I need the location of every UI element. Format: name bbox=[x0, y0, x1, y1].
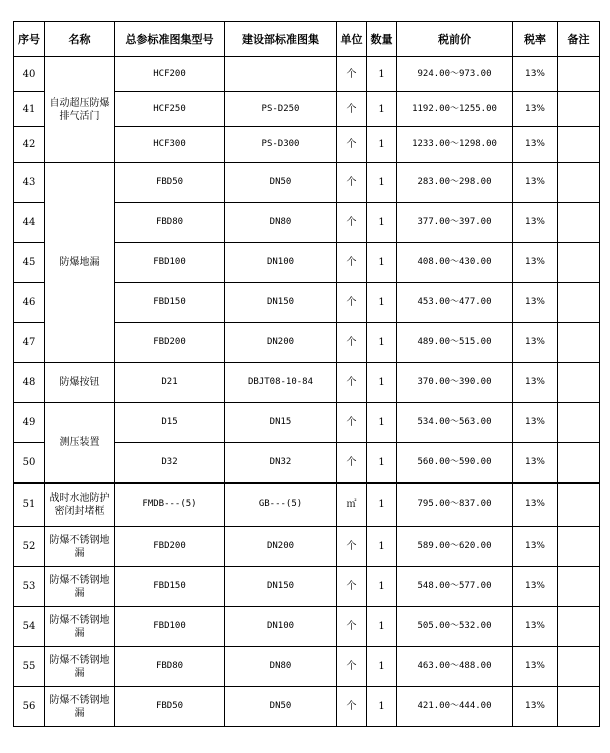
cell-qty: 1 bbox=[367, 163, 397, 203]
cell-name-group: 防爆地漏 bbox=[45, 163, 115, 363]
cell-std: DN100 bbox=[225, 607, 337, 647]
cell-note bbox=[558, 607, 600, 647]
cell-std: DN80 bbox=[225, 647, 337, 687]
cell-seq: 56 bbox=[14, 687, 45, 727]
table-row bbox=[14, 403, 600, 443]
cell-price: 463.00～488.00 bbox=[397, 647, 513, 687]
cell-seq: 52 bbox=[14, 527, 45, 567]
cell-note bbox=[558, 363, 600, 403]
cell-price: 534.00～563.00 bbox=[397, 403, 513, 443]
cell-tax: 13% bbox=[513, 57, 558, 92]
cell-std: DN50 bbox=[225, 687, 337, 727]
cell-unit: 个 bbox=[337, 323, 367, 363]
cell-model: FBD150 bbox=[115, 567, 225, 607]
cell-note bbox=[558, 57, 600, 92]
cell-tax: 13% bbox=[513, 92, 558, 127]
cell-price: 589.00～620.00 bbox=[397, 527, 513, 567]
cell-qty: 1 bbox=[367, 283, 397, 323]
cell-model: FBD50 bbox=[115, 687, 225, 727]
header-name: 名称 bbox=[45, 22, 115, 57]
cell-seq: 49 bbox=[14, 403, 45, 443]
cell-model: FBD150 bbox=[115, 283, 225, 323]
cell-seq: 47 bbox=[14, 323, 45, 363]
header-qty: 数量 bbox=[367, 22, 397, 57]
cell-unit: 个 bbox=[337, 567, 367, 607]
cell-price: 408.00～430.00 bbox=[397, 243, 513, 283]
cell-unit: 个 bbox=[337, 127, 367, 163]
cell-std: PS-D300 bbox=[225, 127, 337, 163]
cell-seq: 53 bbox=[14, 567, 45, 607]
cell-std: DN80 bbox=[225, 203, 337, 243]
cell-unit: 个 bbox=[337, 283, 367, 323]
table-row bbox=[14, 687, 600, 727]
header-row bbox=[14, 22, 600, 57]
cell-price: 370.00～390.00 bbox=[397, 363, 513, 403]
cell-tax: 13% bbox=[513, 687, 558, 727]
cell-tax: 13% bbox=[513, 323, 558, 363]
cell-seq: 40 bbox=[14, 57, 45, 92]
cell-unit: 个 bbox=[337, 363, 367, 403]
cell-seq: 42 bbox=[14, 127, 45, 163]
header-unit: 单位 bbox=[337, 22, 367, 57]
cell-price: 283.00～298.00 bbox=[397, 163, 513, 203]
header-seq: 序号 bbox=[14, 22, 45, 57]
cell-name-group: 测压装置 bbox=[45, 403, 115, 483]
cell-tax: 13% bbox=[513, 567, 558, 607]
cell-price: 421.00～444.00 bbox=[397, 687, 513, 727]
cell-tax: 13% bbox=[513, 647, 558, 687]
cell-name: 防爆不锈钢地漏 bbox=[45, 687, 115, 727]
cell-model: FBD100 bbox=[115, 243, 225, 283]
cell-price: 548.00～577.00 bbox=[397, 567, 513, 607]
cell-std: DN15 bbox=[225, 403, 337, 443]
cell-qty: 1 bbox=[367, 243, 397, 283]
cell-tax: 13% bbox=[513, 203, 558, 243]
cell-std: DN100 bbox=[225, 243, 337, 283]
cell-model: HCF200 bbox=[115, 57, 225, 92]
cell-seq: 43 bbox=[14, 163, 45, 203]
cell-std: DBJT08-10-84 bbox=[225, 363, 337, 403]
cell-name: 防爆不锈钢地漏 bbox=[45, 527, 115, 567]
cell-note bbox=[558, 283, 600, 323]
cell-std: DN150 bbox=[225, 283, 337, 323]
cell-unit: 个 bbox=[337, 687, 367, 727]
cell-seq: 41 bbox=[14, 92, 45, 127]
cell-model: HCF300 bbox=[115, 127, 225, 163]
cell-seq: 50 bbox=[14, 443, 45, 483]
cell-model: FBD100 bbox=[115, 607, 225, 647]
table-row bbox=[14, 483, 600, 527]
cell-unit: 个 bbox=[337, 443, 367, 483]
cell-seq: 44 bbox=[14, 203, 45, 243]
cell-qty: 1 bbox=[367, 323, 397, 363]
cell-note bbox=[558, 443, 600, 483]
header-std: 建设部标准图集 bbox=[225, 22, 337, 57]
cell-seq: 51 bbox=[14, 483, 45, 527]
cell-qty: 1 bbox=[367, 57, 397, 92]
cell-price: 1233.00～1298.00 bbox=[397, 127, 513, 163]
cell-model: FMDB---(5) bbox=[115, 483, 225, 527]
cell-tax: 13% bbox=[513, 243, 558, 283]
cell-seq: 54 bbox=[14, 607, 45, 647]
cell-unit: 个 bbox=[337, 647, 367, 687]
cell-unit: 个 bbox=[337, 57, 367, 92]
cell-unit: 个 bbox=[337, 243, 367, 283]
cell-price: 924.00～973.00 bbox=[397, 57, 513, 92]
cell-qty: 1 bbox=[367, 483, 397, 527]
cell-price: 489.00～515.00 bbox=[397, 323, 513, 363]
cell-name-group: 战时水池防护密闭封堵框 bbox=[45, 483, 115, 527]
price-table bbox=[13, 21, 600, 727]
cell-unit: ㎡ bbox=[337, 483, 367, 527]
cell-std: DN200 bbox=[225, 527, 337, 567]
cell-qty: 1 bbox=[367, 647, 397, 687]
header-note: 备注 bbox=[558, 22, 600, 57]
cell-std bbox=[225, 57, 337, 92]
cell-note bbox=[558, 92, 600, 127]
header-price: 税前价 bbox=[397, 22, 513, 57]
cell-model: FBD200 bbox=[115, 323, 225, 363]
cell-qty: 1 bbox=[367, 567, 397, 607]
cell-unit: 个 bbox=[337, 203, 367, 243]
cell-qty: 1 bbox=[367, 527, 397, 567]
cell-seq: 55 bbox=[14, 647, 45, 687]
cell-price: 453.00～477.00 bbox=[397, 283, 513, 323]
cell-note bbox=[558, 687, 600, 727]
cell-qty: 1 bbox=[367, 92, 397, 127]
table-row bbox=[14, 57, 600, 92]
cell-qty: 1 bbox=[367, 403, 397, 443]
table-row bbox=[14, 527, 600, 567]
cell-name-group: 自动超压防爆排气活门 bbox=[45, 57, 115, 163]
cell-name: 防爆不锈钢地漏 bbox=[45, 567, 115, 607]
cell-unit: 个 bbox=[337, 403, 367, 443]
cell-tax: 13% bbox=[513, 363, 558, 403]
header-tax: 税率 bbox=[513, 22, 558, 57]
cell-qty: 1 bbox=[367, 203, 397, 243]
cell-qty: 1 bbox=[367, 607, 397, 647]
table-row bbox=[14, 647, 600, 687]
cell-name: 防爆不锈钢地漏 bbox=[45, 647, 115, 687]
cell-unit: 个 bbox=[337, 527, 367, 567]
cell-qty: 1 bbox=[367, 443, 397, 483]
cell-price: 795.00～837.00 bbox=[397, 483, 513, 527]
cell-model: FBD50 bbox=[115, 163, 225, 203]
cell-model: FBD80 bbox=[115, 647, 225, 687]
cell-model: FBD80 bbox=[115, 203, 225, 243]
cell-model: D32 bbox=[115, 443, 225, 483]
cell-note bbox=[558, 483, 600, 527]
cell-tax: 13% bbox=[513, 163, 558, 203]
cell-unit: 个 bbox=[337, 163, 367, 203]
cell-model: FBD200 bbox=[115, 527, 225, 567]
cell-seq: 46 bbox=[14, 283, 45, 323]
cell-seq: 45 bbox=[14, 243, 45, 283]
cell-tax: 13% bbox=[513, 403, 558, 443]
cell-qty: 1 bbox=[367, 687, 397, 727]
cell-unit: 个 bbox=[337, 607, 367, 647]
cell-std: GB---(5) bbox=[225, 483, 337, 527]
table-row bbox=[14, 567, 600, 607]
cell-price: 505.00～532.00 bbox=[397, 607, 513, 647]
cell-note bbox=[558, 403, 600, 443]
cell-tax: 13% bbox=[513, 527, 558, 567]
cell-tax: 13% bbox=[513, 443, 558, 483]
cell-qty: 1 bbox=[367, 363, 397, 403]
cell-model: D15 bbox=[115, 403, 225, 443]
cell-name: 防爆不锈钢地漏 bbox=[45, 607, 115, 647]
cell-price: 560.00～590.00 bbox=[397, 443, 513, 483]
cell-tax: 13% bbox=[513, 607, 558, 647]
cell-tax: 13% bbox=[513, 127, 558, 163]
cell-note bbox=[558, 527, 600, 567]
cell-price: 1192.00～1255.00 bbox=[397, 92, 513, 127]
cell-model: HCF250 bbox=[115, 92, 225, 127]
cell-model: D21 bbox=[115, 363, 225, 403]
cell-note bbox=[558, 127, 600, 163]
cell-note bbox=[558, 203, 600, 243]
cell-name-group: 防爆按钮 bbox=[45, 363, 115, 403]
cell-note bbox=[558, 647, 600, 687]
cell-unit: 个 bbox=[337, 92, 367, 127]
cell-note bbox=[558, 323, 600, 363]
cell-std: DN150 bbox=[225, 567, 337, 607]
cell-note bbox=[558, 163, 600, 203]
cell-note bbox=[558, 567, 600, 607]
table-row bbox=[14, 363, 600, 403]
table-row bbox=[14, 607, 600, 647]
header-model: 总参标准图集型号 bbox=[115, 22, 225, 57]
cell-std: PS-D250 bbox=[225, 92, 337, 127]
cell-std: DN50 bbox=[225, 163, 337, 203]
cell-note bbox=[558, 243, 600, 283]
cell-std: DN32 bbox=[225, 443, 337, 483]
cell-tax: 13% bbox=[513, 283, 558, 323]
cell-qty: 1 bbox=[367, 127, 397, 163]
cell-seq: 48 bbox=[14, 363, 45, 403]
table-row bbox=[14, 163, 600, 203]
cell-price: 377.00～397.00 bbox=[397, 203, 513, 243]
cell-tax: 13% bbox=[513, 483, 558, 527]
cell-std: DN200 bbox=[225, 323, 337, 363]
